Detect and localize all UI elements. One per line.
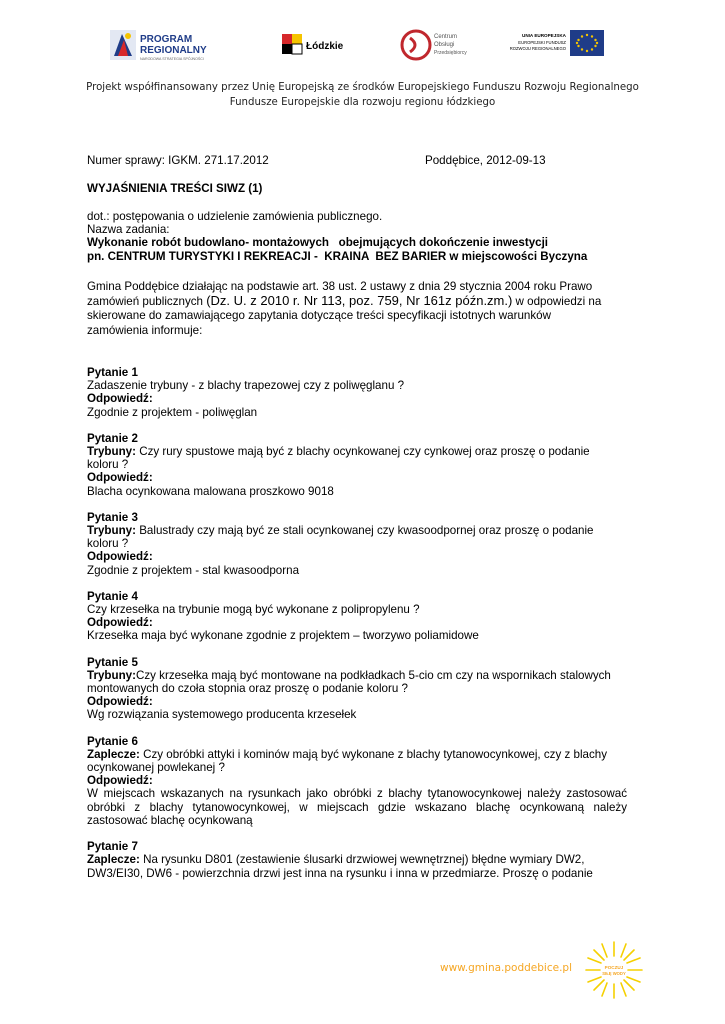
question-text-cont: koloru ? <box>87 458 129 472</box>
question-text <box>87 669 627 682</box>
answer-line-2: obróbki z blachy tytanowocynkowej, w miejscach gdzie wskazano blachę ocynkowaną należy <box>87 800 627 814</box>
intro-task-line1: Wykonanie robót budowlano- montażowych obejmujących dokończenie inwestycji <box>87 236 549 250</box>
answer-text: Wg rozwiązania systemowego producenta krzesełek <box>87 708 357 722</box>
question-title: Pytanie 4 <box>87 589 138 603</box>
answer-label: Odpowiedź: <box>87 471 153 485</box>
legal-line4: zamówienia informuje: <box>87 323 203 337</box>
question-line: Czy krzesełka mają być montowane na podkładkach 5-cio cm czy na wspornikach stalowych <box>135 668 611 682</box>
question-title: Pytanie 6 <box>87 734 138 748</box>
question-line: Czy obróbki attyki i kominów mają być wykonane z blachy tytanowocynkowej, czy z blachy <box>139 747 608 761</box>
question-title: Pytanie 7 <box>87 840 138 854</box>
question-text <box>87 853 627 866</box>
question-4 <box>87 590 627 643</box>
answer-text <box>87 787 627 800</box>
answer-line-1: W miejscach wskazanych na rysunkach jako obróbki z blachy tytanowocynkowej należy zastosować <box>87 787 627 801</box>
document-title: WYJAŚNIENIA TREŚCI SIWZ (1) <box>87 182 263 195</box>
question-text <box>87 748 627 761</box>
question-text-cont: ocynkowanej powlekanej ? <box>87 761 225 775</box>
question-1 <box>87 366 627 419</box>
cofinancing-line-1: Projekt współfinansowany przez Unię Europejską ze środków Europejskiego Funduszu Rozwoju Regionalnego <box>86 82 639 93</box>
question-line: Na rysunku D801 (zestawienie ślusarki drzwiowej wewnętrznej) błędne wymiary DW2, <box>139 853 585 867</box>
question-text: Zadaszenie trybuny - z blachy trapezowej czy z poliwęglanu ? <box>87 379 405 393</box>
question-7 <box>87 840 627 880</box>
legal-line3: skierowane do zamawiającego zapytania dotyczące treści specyfikacji istotnych warunków <box>87 309 551 323</box>
question-text <box>87 524 627 537</box>
question-prefix: Trybuny: <box>87 524 136 538</box>
ue-line3: ROZWOJU REGIONALNEGO <box>509 46 566 51</box>
answer-label: Odpowiedź: <box>87 550 153 564</box>
sun-logo <box>584 940 644 1000</box>
footer-url: www.gmina.poddebice.pl <box>440 962 572 974</box>
intro-dot: dot.: postępowania o udzielenie zamówienia publicznego. <box>87 210 383 223</box>
cofinancing-line-2: Fundusze Europejskie dla rozwoju regionu łódzkiego <box>229 97 496 108</box>
centrum-line2: Obsługi <box>434 42 455 48</box>
legal-line2a: zamówień publicznych <box>87 295 207 309</box>
questions-list <box>87 366 627 880</box>
legal-line2c: w odpowiedzi na <box>512 295 602 309</box>
intro-task-label: Nazwa zadania: <box>87 223 170 237</box>
ue-line1: UNIA EUROPEJSKA <box>522 33 566 38</box>
legal-line1: Gmina Poddębice działając na podstawie art. 38 ust. 2 ustawy z dnia 29 stycznia 2004 roku Prawo <box>87 280 593 293</box>
legal-paragraph <box>87 280 627 338</box>
answer-text: Zgodnie z projektem - stal kwasoodporna <box>87 563 300 577</box>
question-line: Czy rury spustowe mają być z blachy ocynkowanej czy cynkowej oraz proszę o podanie <box>135 445 590 459</box>
question-prefix: Zaplecze: <box>87 853 140 867</box>
question-5 <box>87 656 627 722</box>
question-line: Balustrady czy mają być ze stali ocynkowanej czy kwasoodpornej oraz proszę o podanie <box>135 524 594 538</box>
question-text-cont: DW3/EI30, DW6 - powierzchnia drzwi jest inna na rysunku i inna w przedmiarze. Proszę o podanie <box>87 866 593 880</box>
lodzkie-logo <box>280 30 350 58</box>
question-title: Pytanie 1 <box>87 366 138 379</box>
program-line3: NARODOWA STRATEGIA SPÓJNOŚCI <box>140 57 204 61</box>
question-6 <box>87 735 627 827</box>
question-prefix: Trybuny: <box>87 445 136 459</box>
question-3 <box>87 511 627 577</box>
centrum-line1: Centrum <box>434 34 458 40</box>
question-title: Pytanie 2 <box>87 431 138 445</box>
sun-text-2: SIŁĘ WODY <box>602 971 626 976</box>
answer-label: Odpowiedź: <box>87 695 153 709</box>
question-prefix: Zaplecze: <box>87 747 140 761</box>
legal-citation: (Dz. U. z 2010 r. Nr 113, poz. 759, Nr 161z późn.zm.) <box>206 293 513 309</box>
question-title: Pytanie 3 <box>87 510 138 524</box>
question-text: Czy krzesełka na trybunie mogą być wykonane z polipropylenu ? <box>87 603 420 617</box>
case-number: Numer sprawy: IGKM. 271.17.2012 <box>87 154 269 167</box>
question-text-cont: montowanych do czoła stopnia oraz proszę o podanie koloru ? <box>87 682 408 696</box>
answer-text-cont <box>87 801 627 814</box>
lodzkie-text: Łódzkie <box>306 41 344 52</box>
program-line1: PROGRAM <box>140 34 193 45</box>
answer-text-end: zastosować blachę ocynkowaną <box>87 813 253 827</box>
ue-line2: EUROPEJSKI FUNDUSZ <box>518 40 566 45</box>
question-title: Pytanie 5 <box>87 655 138 669</box>
answer-label: Odpowiedź: <box>87 616 153 630</box>
answer-text: Blacha ocynkowana malowana proszkowo 9018 <box>87 484 334 498</box>
centrum-line3: Przedsiębiorcy <box>434 50 467 56</box>
logo-bar <box>0 22 725 68</box>
answer-text: Krzesełka maja być wykonane zgodnie z projektem – tworzywo poliamidowe <box>87 629 479 643</box>
question-text <box>87 445 627 458</box>
program-line2: REGIONALNY <box>140 45 207 56</box>
intro-block <box>87 210 627 263</box>
answer-text: Zgodnie z projektem - poliwęglan <box>87 405 258 419</box>
answer-label: Odpowiedź: <box>87 774 153 788</box>
answer-label: Odpowiedź: <box>87 392 153 406</box>
legal-line2 <box>87 294 627 309</box>
centrum-obslugi-logo <box>400 26 468 64</box>
intro-task-line2: pn. CENTRUM TURYSTYKI I REKREACJI - KRAINA BEZ BARIER w miejscowości Byczyna <box>87 249 588 263</box>
eu-flag-logo <box>502 28 606 62</box>
sun-text-1: POCZUJ <box>604 965 624 970</box>
question-text-cont: koloru ? <box>87 537 129 551</box>
meta-row <box>87 154 627 167</box>
place-date: Poddębice, 2012-09-13 <box>425 154 546 167</box>
question-2 <box>87 432 627 498</box>
program-regionalny-logo <box>108 26 218 64</box>
question-prefix: Trybuny: <box>87 668 136 682</box>
